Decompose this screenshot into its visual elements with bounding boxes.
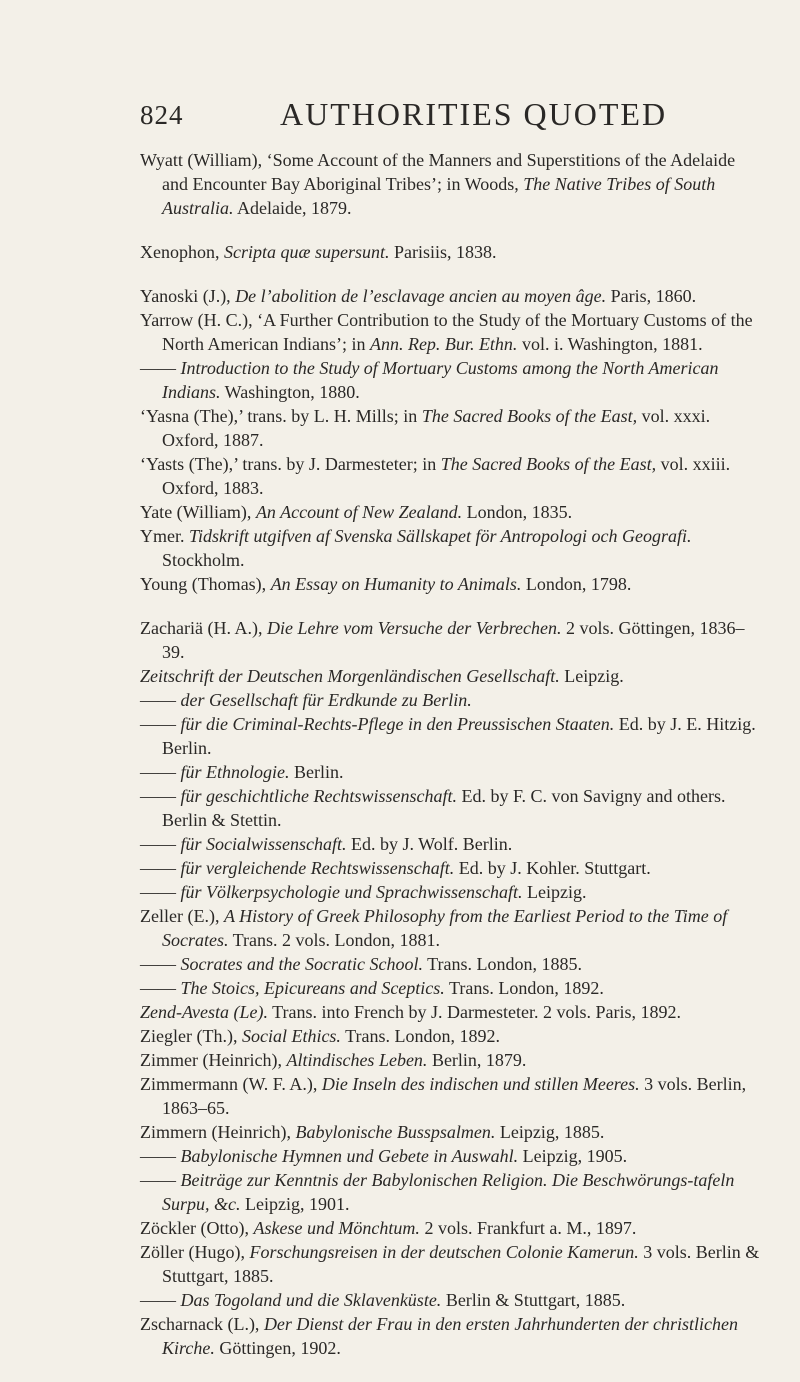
bibliography-entry xyxy=(140,1216,765,1240)
entry-imprint: Trans. London, 1885. xyxy=(422,954,582,974)
entry-author: —— xyxy=(140,834,181,854)
entry-imprint: 3 vols. Berlin & Stuttgart, 1885. xyxy=(162,1242,760,1286)
bibliography-list xyxy=(140,148,765,1360)
entry-imprint: vol. i. Washington, 1881. xyxy=(517,334,703,354)
entry-title: für Socialwissenschaft. xyxy=(180,834,347,854)
bibliography-entry xyxy=(140,1144,765,1168)
entry-title: The Stoics, Epicureans and Sceptics. xyxy=(180,978,445,998)
bibliography-entry xyxy=(140,1240,765,1288)
entry-imprint: Berlin, 1879. xyxy=(427,1050,527,1070)
entry-title: Askese und Mönchtum. xyxy=(253,1218,420,1238)
entry-title: Die Lehre vom Versuche der Verbrechen. xyxy=(266,618,562,638)
entry-title: Ann. Rep. Bur. Ethn. xyxy=(369,334,518,354)
bibliography-entry xyxy=(140,1312,765,1360)
entry-imprint: Trans. London, 1892. xyxy=(340,1026,500,1046)
entry-title: Forschungsreisen in der deutschen Colonie Kamerun. xyxy=(249,1242,639,1262)
entry-author: Young (Thomas), xyxy=(140,574,271,594)
entry-author: —— xyxy=(140,786,181,806)
entry-author: Yanoski (J.), xyxy=(140,286,236,306)
entry-author: —— xyxy=(140,882,181,902)
entry-imprint: Adelaide, 1879. xyxy=(233,198,352,218)
entry-imprint: Ed. by J. E. Hitzig. Berlin. xyxy=(162,714,756,758)
entry-title: Scripta quæ supersunt. xyxy=(224,242,390,262)
entry-author: Xenophon, xyxy=(140,242,224,262)
entry-author: Zimmer (Heinrich), xyxy=(140,1050,287,1070)
bibliography-entry xyxy=(140,832,765,856)
entry-author: —— xyxy=(140,1290,181,1310)
entry-author: —— xyxy=(140,1170,181,1190)
entry-author: —— xyxy=(140,1146,181,1166)
bibliography-entry xyxy=(140,1288,765,1312)
bibliography-entry xyxy=(140,760,765,784)
bibliography-entry xyxy=(140,284,765,308)
entry-author: Zöller (Hugo), xyxy=(140,1242,250,1262)
entry-author: —— xyxy=(140,358,181,378)
entry-title: für Völkerpsychologie und Sprachwissenschaft. xyxy=(180,882,523,902)
entry-imprint: Washington, 1880. xyxy=(220,382,360,402)
entry-imprint: 3 vols. Berlin, 1863–65. xyxy=(162,1074,747,1118)
bibliography-entry xyxy=(140,784,765,832)
entry-title: A History of Greek Philosophy from the Earliest Period to the Time of Socrates. xyxy=(162,906,728,950)
entry-author: —— xyxy=(140,858,181,878)
entry-author: Zachariä (H. A.), xyxy=(140,618,267,638)
entry-imprint: Trans. into French by J. Darmesteter. 2 vols. Paris, 1892. xyxy=(267,1002,681,1022)
entry-author: Zimmermann (W. F. A.), xyxy=(140,1074,322,1094)
bibliography-entry xyxy=(140,356,765,404)
entry-title: De l’abolition de l’esclavage ancien au moyen âge. xyxy=(235,286,607,306)
bibliography-entry xyxy=(140,452,765,500)
entry-imprint: Ed. by J. Kohler. Stuttgart. xyxy=(454,858,651,878)
entry-author: Ymer. xyxy=(140,526,189,546)
bibliography-entry xyxy=(140,952,765,976)
entry-title: Zend-Avesta (Le). xyxy=(140,1002,268,1022)
entry-title: An Account of New Zealand. xyxy=(255,502,463,522)
bibliography-entry xyxy=(140,712,765,760)
bibliography-entry xyxy=(140,880,765,904)
page-number: 824 xyxy=(140,100,184,130)
entry-title: The Sacred Books of the East, xyxy=(421,406,638,426)
bibliography-entry xyxy=(140,240,765,264)
entry-imprint: Trans. London, 1892. xyxy=(444,978,604,998)
entry-text: trans. by L. H. Mills; in xyxy=(247,406,422,426)
entry-text: ‘A Further Contribution to the Study of the Mortuary Customs of the North American Indians’; in xyxy=(162,310,753,354)
entry-author: Zscharnack (L.), xyxy=(140,1314,264,1334)
entry-title: für Ethnologie. xyxy=(180,762,290,782)
bibliography-entry xyxy=(140,1000,765,1024)
bibliography-entry xyxy=(140,1120,765,1144)
entry-author: Wyatt (William), xyxy=(140,150,267,170)
entry-imprint: London, 1835. xyxy=(462,502,573,522)
entry-imprint: London, 1798. xyxy=(521,574,632,594)
bibliography-entry xyxy=(140,148,765,220)
page-header xyxy=(140,96,760,140)
entry-author: —— xyxy=(140,978,181,998)
entry-imprint: Paris, 1860. xyxy=(606,286,697,306)
entry-title: Babylonische Hymnen und Gebete in Auswahl. xyxy=(180,1146,519,1166)
entry-imprint: Parisiis, 1838. xyxy=(389,242,497,262)
bibliography-entry xyxy=(140,1024,765,1048)
bibliography-entry xyxy=(140,1048,765,1072)
entry-imprint: Leipzig, 1905. xyxy=(518,1146,628,1166)
entry-author: —— xyxy=(140,762,181,782)
entry-title: Beiträge zur Kenntnis der Babylonischen Religion. Die Beschwörungs-tafeln Surpu, &c. xyxy=(162,1170,735,1214)
entry-text: ‘Some Account of the Manners and Superstitions of the Adelaide and Encounter Bay Aboriginal Tribes’; in Woods, xyxy=(162,150,736,194)
bibliography-entry xyxy=(140,1072,765,1120)
entry-author: ‘Yasts (The),’ xyxy=(140,454,243,474)
bibliography-entry xyxy=(140,856,765,880)
running-title: AUTHORITIES QUOTED xyxy=(280,96,668,132)
entry-title: The Native Tribes of South Australia. xyxy=(162,174,716,218)
entry-author: Yarrow (H. C.), xyxy=(140,310,258,330)
entry-imprint: Berlin. xyxy=(289,762,344,782)
bibliography-entry xyxy=(140,404,765,452)
entry-imprint: 2 vols. Frankfurt a. M., 1897. xyxy=(419,1218,637,1238)
entry-title: Babylonische Busspsalmen. xyxy=(295,1122,496,1142)
entry-title: Social Ethics. xyxy=(241,1026,341,1046)
bibliography-entry xyxy=(140,904,765,952)
bibliography-entry xyxy=(140,664,765,688)
entry-title: Zeitschrift der Deutschen Morgenländischen Gesellschaft. xyxy=(140,666,560,686)
entry-author: Zimmern (Heinrich), xyxy=(140,1122,296,1142)
entry-title: An Essay on Humanity to Animals. xyxy=(270,574,522,594)
bibliography-entry xyxy=(140,500,765,524)
entry-author: Zeller (E.), xyxy=(140,906,224,926)
entry-title: Altindisches Leben. xyxy=(286,1050,428,1070)
entry-author: —— xyxy=(140,714,181,734)
entry-title: Introduction to the Study of Mortuary Customs among the North American Indians. xyxy=(162,358,719,402)
entry-title: Socrates and the Socratic School. xyxy=(180,954,423,974)
entry-imprint: Leipzig, 1885. xyxy=(495,1122,605,1142)
bibliography-entry xyxy=(140,572,765,596)
bibliography-entry xyxy=(140,976,765,1000)
entry-title: der Gesellschaft für Erdkunde zu Berlin. xyxy=(180,690,472,710)
entry-author: Ziegler (Th.), xyxy=(140,1026,242,1046)
entry-imprint: vol. xxxi. Oxford, 1887. xyxy=(162,406,711,450)
entry-title: für vergleichende Rechtswissenschaft. xyxy=(180,858,455,878)
entry-author: —— xyxy=(140,954,181,974)
entry-imprint: Ed. by F. C. von Savigny and others. Berlin & Stettin. xyxy=(162,786,726,830)
entry-imprint: Leipzig. xyxy=(522,882,587,902)
entry-title: Die Inseln des indischen und stillen Meeres. xyxy=(321,1074,640,1094)
bibliography-entry xyxy=(140,616,765,664)
entry-author: ‘Yasna (The),’ xyxy=(140,406,248,426)
bibliography-entry xyxy=(140,688,765,712)
bibliography-entry xyxy=(140,308,765,356)
entry-text: trans. by J. Darmesteter; in xyxy=(242,454,441,474)
entry-author: Yate (William), xyxy=(140,502,256,522)
entry-imprint: Leipzig. xyxy=(559,666,624,686)
entry-imprint: Ed. by J. Wolf. Berlin. xyxy=(346,834,513,854)
entry-imprint: Berlin & Stuttgart, 1885. xyxy=(441,1290,626,1310)
entry-title: Das Togoland und die Sklavenküste. xyxy=(180,1290,442,1310)
entry-title: Tidskrift utgifven af Svenska Sällskapet för Antropologi och Geografi. xyxy=(189,526,692,546)
entry-title: für die Criminal-Rechts-Pflege in den Preussischen Staaten. xyxy=(180,714,615,734)
entry-title: Der Dienst der Frau in den ersten Jahrhunderten der christlichen Kirche. xyxy=(162,1314,739,1358)
entry-imprint: Stockholm. xyxy=(162,550,245,570)
entry-imprint: vol. xxiii. Oxford, 1883. xyxy=(162,454,731,498)
entry-title: für geschichtliche Rechtswissenschaft. xyxy=(180,786,457,806)
entry-imprint: Trans. 2 vols. London, 1881. xyxy=(228,930,441,950)
bibliography-entry xyxy=(140,1168,765,1216)
bibliography-entry xyxy=(140,524,765,572)
entry-imprint: Göttingen, 1902. xyxy=(214,1338,341,1358)
entry-author: Zöckler (Otto), xyxy=(140,1218,254,1238)
entry-title: The Sacred Books of the East, xyxy=(440,454,657,474)
entry-author: —— xyxy=(140,690,181,710)
entry-imprint: Leipzig, 1901. xyxy=(240,1194,350,1214)
entry-imprint: 2 vols. Göttingen, 1836–39. xyxy=(162,618,745,662)
